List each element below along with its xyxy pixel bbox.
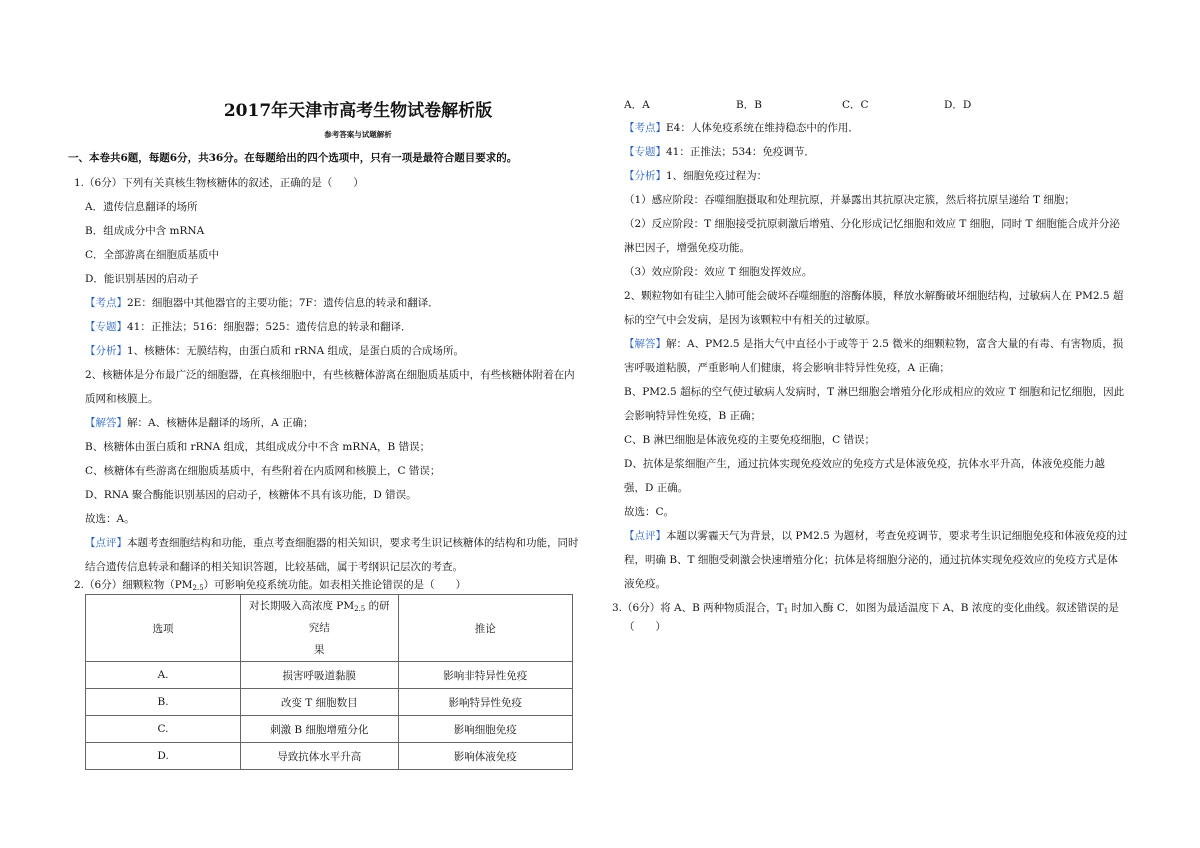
table-cell: 影响非特异性免疫 [398, 662, 572, 689]
header-result-sub: 2.5 [354, 605, 366, 613]
q1-dianping-text: 本题考查细胞结构和功能，重点考查细胞器的相关知识，要求考生识记核糖体的结构和功能，同时 [127, 537, 579, 549]
table-row [86, 689, 573, 716]
q2-choice-c: C．C [842, 99, 869, 111]
q1-dianping-2: 结合遗传信息转录和翻译的相关知识答题，比较基础，属于考纲识记层次的考查。 [85, 561, 463, 573]
q1-answer: 故选：A。 [85, 513, 135, 525]
q2-kaodian [624, 121, 859, 135]
zhuanti-tag: 【专题】 [624, 146, 666, 158]
q1-option-b: B．组成成分中含 mRNA [85, 225, 205, 237]
table-cell: 影响特异性免疫 [398, 689, 572, 716]
page-title: 2017年天津市高考生物试卷解析版 [223, 101, 493, 121]
q2-dianping-2: 程，明确 B、T 细胞受刺激会快速增殖分化；抗体是将细胞分泌的，通过抗体实现免疫效应的免疫方式是体 [624, 554, 1118, 566]
jieda-tag: 【解答】 [85, 417, 127, 429]
q1-jieda-d: D、RNA 聚合酶能识别基因的启动子，核糖体不具有该功能，D 错误。 [85, 489, 417, 501]
dianping-tag: 【点评】 [85, 537, 127, 549]
table-header-row [86, 595, 573, 662]
dianping-tag: 【点评】 [624, 530, 666, 542]
q2-jieda-b2: 会影响特异性免疫，B 正确； [624, 410, 762, 422]
q3-stem-post: 时加入酶 C．如图为最适温度下 A、B 浓度的变化曲线。叙述错误的是 [788, 602, 1119, 614]
fenxi-tag: 【分析】 [624, 170, 666, 182]
q1-zhuanti-text: 41：正推法；516：细胞器；525：遗传信息的转录和翻译． [127, 321, 412, 333]
q2-fenxi-4b: 标的空气中会发病，是因为该颗粒中有相关的过敏原。 [624, 314, 876, 326]
q1-option-c: C．全部游离在细胞质基质中 [85, 249, 220, 261]
table-cell: 影响体液免疫 [398, 743, 572, 770]
q2-fenxi-2a: （2）反应阶段：T 细胞接受抗原刺激后增殖、分化形成记忆细胞和效应 T 细胞，同时 T 细胞能合成并分泌 [624, 218, 1120, 230]
q1-jieda [85, 416, 314, 430]
fenxi-tag: 【分析】 [85, 345, 127, 357]
table-header-inference: 推论 [398, 595, 572, 662]
q2-stem [74, 578, 466, 592]
q2-fenxi-4a: 2、颗粒物如有硅尘入肺可能会破坏吞噬细胞的溶酶体膜，释放水解酶破坏细胞结构，过敏病人在 PM2.5 超 [624, 290, 1124, 302]
q2-zhuanti [624, 145, 815, 159]
q2-choice-a: A．A [624, 99, 650, 111]
q2-dianping-3: 液免疫。 [624, 578, 666, 590]
table-cell: C. [86, 716, 241, 743]
q3-stem [612, 601, 1119, 615]
table-header-option: 选项 [86, 595, 241, 662]
header-result-post: 的研究结 [308, 600, 390, 634]
q3-stem-sub: 1 [783, 607, 789, 615]
kaodian-tag: 【考点】 [85, 297, 127, 309]
q3-stem-pre: 3.（6分）将 A、B 两种物质混合，T [612, 602, 784, 614]
q2-answer: 故选：C。 [624, 506, 675, 518]
q2-jieda-d2: 强，D 正确。 [624, 482, 689, 494]
section-heading: 一、本卷共6题，每题6分，共36分。在每题给出的四个选项中，只有一项是最符合题目要求的。 [68, 152, 518, 164]
q1-stem: 1.（6分）下列有关真核生物核糖体的叙述，正确的是（ ） [74, 177, 364, 189]
q1-option-d: D．能识别基因的启动子 [85, 273, 199, 285]
header-result-pre: 对长期吸入高浓度 PM [248, 600, 355, 612]
q1-kaodian-text: 2E：细胞器中其他器官的主要功能；7F：遗传信息的转录和翻译． [127, 297, 439, 309]
q2-dianping [624, 529, 1127, 543]
table-cell: A. [86, 662, 241, 689]
q1-kaodian [85, 296, 439, 310]
q1-fenxi [85, 344, 464, 358]
table-row [86, 662, 573, 689]
table-header-result [241, 595, 398, 662]
q1-option-a: A．遗传信息翻译的场所 [85, 201, 198, 213]
q2-fenxi-2b: 淋巴因子，增强免疫功能。 [624, 242, 750, 254]
q1-fenxi-2a: 2、核糖体是分布最广泛的细胞器，在真核细胞中，有些核糖体游离在细胞质基质中，有些核糖体附着在内 [85, 369, 575, 381]
q2-stem-post: ）可影响免疫系统功能。如表相关推论错误的是（ ） [203, 579, 467, 591]
q2-fenxi [624, 169, 767, 183]
q2-jieda-c: C、B 淋巴细胞是体液免疫的主要免疫细胞，C 错误； [624, 434, 875, 446]
q3-stem-2: （ ） [624, 621, 666, 633]
table-cell: 损害呼吸道黏膜 [241, 662, 398, 689]
q1-jieda-b: B、核糖体由蛋白质和 rRNA 组成，其组成成分中不含 mRNA，B 错误； [85, 441, 431, 453]
q2-jieda-d1: D、抗体是浆细胞产生，通过抗体实现免疫效应的免疫方式是体液免疫，抗体水平升高，体液免疫能力越 [624, 458, 1105, 470]
jieda-tag: 【解答】 [624, 338, 666, 350]
q2-zhuanti-text: 41：正推法；534：免疫调节． [666, 146, 815, 158]
q1-zhuanti [85, 320, 411, 334]
q2-jieda-2: 害呼吸道粘膜，严重影响人们健康，将会影响非特异性免疫，A 正确； [624, 362, 950, 374]
q1-fenxi-2b: 质网和核膜上。 [85, 393, 159, 405]
q2-stem-pre: 2.（6分）细颗粒物（PM [74, 579, 193, 591]
q1-dianping [85, 536, 579, 550]
table-cell: B. [86, 689, 241, 716]
header-result-end: 果 [314, 644, 325, 656]
zhuanti-tag: 【专题】 [85, 321, 127, 333]
q2-choice-d: D．D [944, 99, 972, 111]
table-cell: D. [86, 743, 241, 770]
q2-stem-sub: 2.5 [192, 584, 204, 592]
table-cell: 改变 T 细胞数目 [241, 689, 398, 716]
table-cell: 影响细胞免疫 [398, 716, 572, 743]
q2-fenxi-3: （3）效应阶段：效应 T 细胞发挥效应。 [624, 266, 813, 278]
table-cell: 导致抗体水平升高 [241, 743, 398, 770]
q1-jieda-c: C、核糖体有些游离在细胞质基质中，有些附着在内质网和核膜上，C 错误； [85, 465, 441, 477]
table-row [86, 716, 573, 743]
q2-fenxi-text: 1、细胞免疫过程为： [666, 170, 768, 182]
table-cell: 刺激 B 细胞增殖分化 [241, 716, 398, 743]
kaodian-tag: 【考点】 [624, 122, 666, 134]
q2-table [85, 594, 573, 770]
table-row [86, 743, 573, 770]
q2-jieda-b1: B、PM2.5 超标的空气使过敏病人发病时，T 淋巴细胞会增殖分化形成相应的效应 T 细胞和记忆细胞，因此 [624, 386, 1125, 398]
q1-jieda-text: 解：A、核糖体是翻译的场所，A 正确； [127, 417, 314, 429]
q2-jieda-text: 解：A、PM2.5 是指大气中直径小于或等于 2.5 微米的细颗粒物，富含大量的有毒、有害物质，损 [666, 338, 1124, 350]
q2-dianping-text: 本题以雾霾天气为背景，以 PM2.5 为题材，考查免疫调节，要求考生识记细胞免疫和体液免疫的过 [666, 530, 1128, 542]
q2-kaodian-text: E4：人体免疫系统在维持稳态中的作用． [666, 122, 859, 134]
q2-choice-b: B．B [736, 99, 762, 111]
q1-fenxi-text: 1、核糖体：无膜结构，由蛋白质和 rRNA 组成，是蛋白质的合成场所。 [127, 345, 465, 357]
q2-fenxi-1: （1）感应阶段：吞噬细胞摄取和处理抗原，并暴露出其抗原决定簇，然后将抗原呈递给 T 细胞； [624, 194, 1075, 206]
page-subtitle: 参考答案与试题解析 [324, 130, 392, 139]
q2-jieda [624, 337, 1123, 351]
